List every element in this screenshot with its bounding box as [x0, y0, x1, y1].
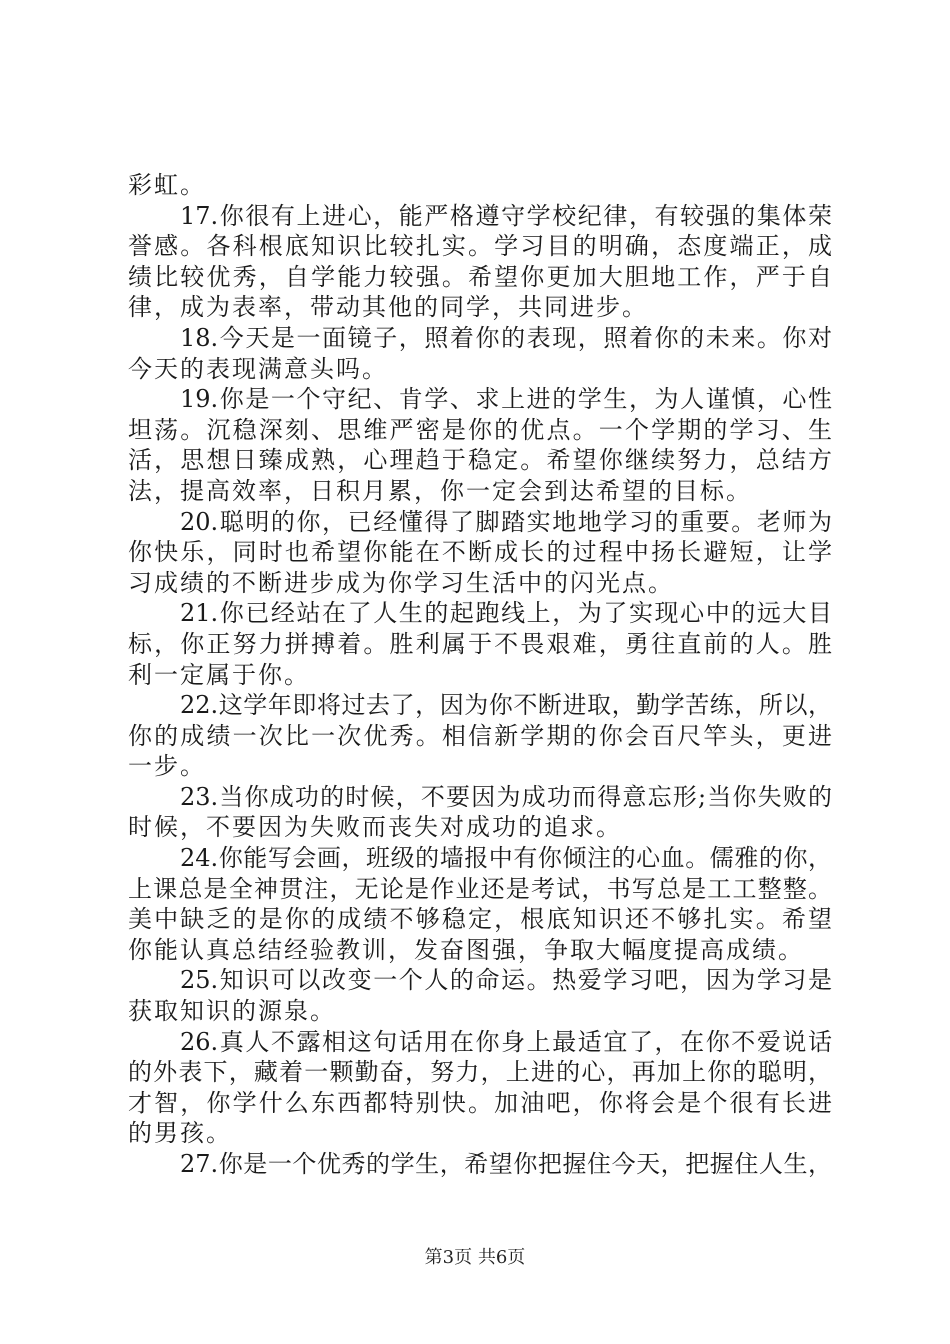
text-line: 你能认真总结经验教训，发奋图强，争取大幅度提高成绩。 — [128, 935, 804, 964]
paragraph-first-line: 22.这学年即将过去了，因为你不断进取，勤学苦练，所以， — [180, 691, 832, 720]
document-body — [128, 170, 832, 1180]
text-line: 标，你正努力拼搏着。胜利属于不畏艰难，勇往直前的人。胜 — [128, 629, 832, 658]
text-line: 坦荡。沉稳深刻、思维严密是你的优点。一个学期的学习、生 — [128, 415, 832, 444]
paragraph-first-line: 25.知识可以改变一个人的命运。热爱学习吧，因为学习是 — [180, 966, 832, 995]
text-line: 时候，不要因为失败而丧失对成功的追求。 — [128, 813, 622, 842]
text-line: 彩虹。 — [128, 171, 206, 199]
text-line: 上课总是全神贯注，无论是作业还是考试，书写总是工工整整。 — [128, 874, 832, 903]
paragraph-first-line: 19.你是一个守纪、肯学、求上进的学生，为人谨慎，心性 — [180, 385, 832, 414]
text-line: 的男孩。 — [128, 1119, 232, 1148]
text-line: 活，思想日臻成熟，心理趋于稳定。希望你继续努力，总结方 — [128, 446, 832, 475]
text-line: 才智，你学什么东西都特别快。加油吧，你将会是个很有长进 — [128, 1088, 832, 1117]
paragraph-first-line: 21.你已经站在了人生的起跑线上，为了实现心中的远大目 — [180, 599, 832, 628]
paragraph-first-line: 26.真人不露相这句话用在你身上最适宜了，在你不爱说话 — [180, 1027, 832, 1056]
text-line: 誉感。各科根底知识比较扎实。学习目的明确，态度端正，成 — [128, 232, 832, 261]
paragraph-first-line: 27.你是一个优秀的学生，希望你把握住今天，把握住人生， — [180, 1150, 832, 1178]
text-line: 律，成为表率，带动其他的同学，共同进步。 — [128, 293, 648, 322]
text-line: 一步。 — [128, 752, 206, 781]
page-number-footer: 第3页 共6页 — [424, 1247, 526, 1268]
text-line: 法，提高效率，日积月累，你一定会到达希望的目标。 — [128, 476, 752, 505]
paragraph-first-line: 23.当你成功的时候，不要因为成功而得意忘形;当你失败的 — [180, 782, 832, 811]
paragraph-first-line: 18.今天是一面镜子，照着你的表现，照着你的未来。你对 — [180, 323, 832, 352]
text-line: 习成绩的不断进步成为你学习生活中的闪光点。 — [128, 568, 674, 597]
paragraph-first-line: 17.你很有上进心，能严格遵守学校纪律，有较强的集体荣 — [180, 201, 832, 230]
text-line: 获取知识的源泉。 — [128, 997, 336, 1026]
text-line: 美中缺乏的是你的成绩不够稳定，根底知识还不够扎实。希望 — [128, 905, 832, 934]
paragraph-first-line: 20.聪明的你，已经懂得了脚踏实地地学习的重要。老师为 — [180, 507, 832, 536]
text-line: 今天的表现满意头吗。 — [128, 354, 388, 383]
text-line: 利一定属于你。 — [128, 660, 310, 689]
text-line: 你快乐，同时也希望你能在不断成长的过程中扬长避短，让学 — [128, 538, 832, 567]
text-line: 绩比较优秀，自学能力较强。希望你更加大胆地工作，严于自 — [128, 262, 832, 291]
paragraph-first-line: 24.你能写会画，班级的墙报中有你倾注的心血。儒雅的你， — [180, 844, 832, 873]
text-line: 你的成绩一次比一次优秀。相信新学期的你会百尺竿头，更进 — [128, 721, 832, 750]
text-line: 的外表下，藏着一颗勤奋，努力，上进的心，再加上你的聪明， — [128, 1058, 832, 1087]
